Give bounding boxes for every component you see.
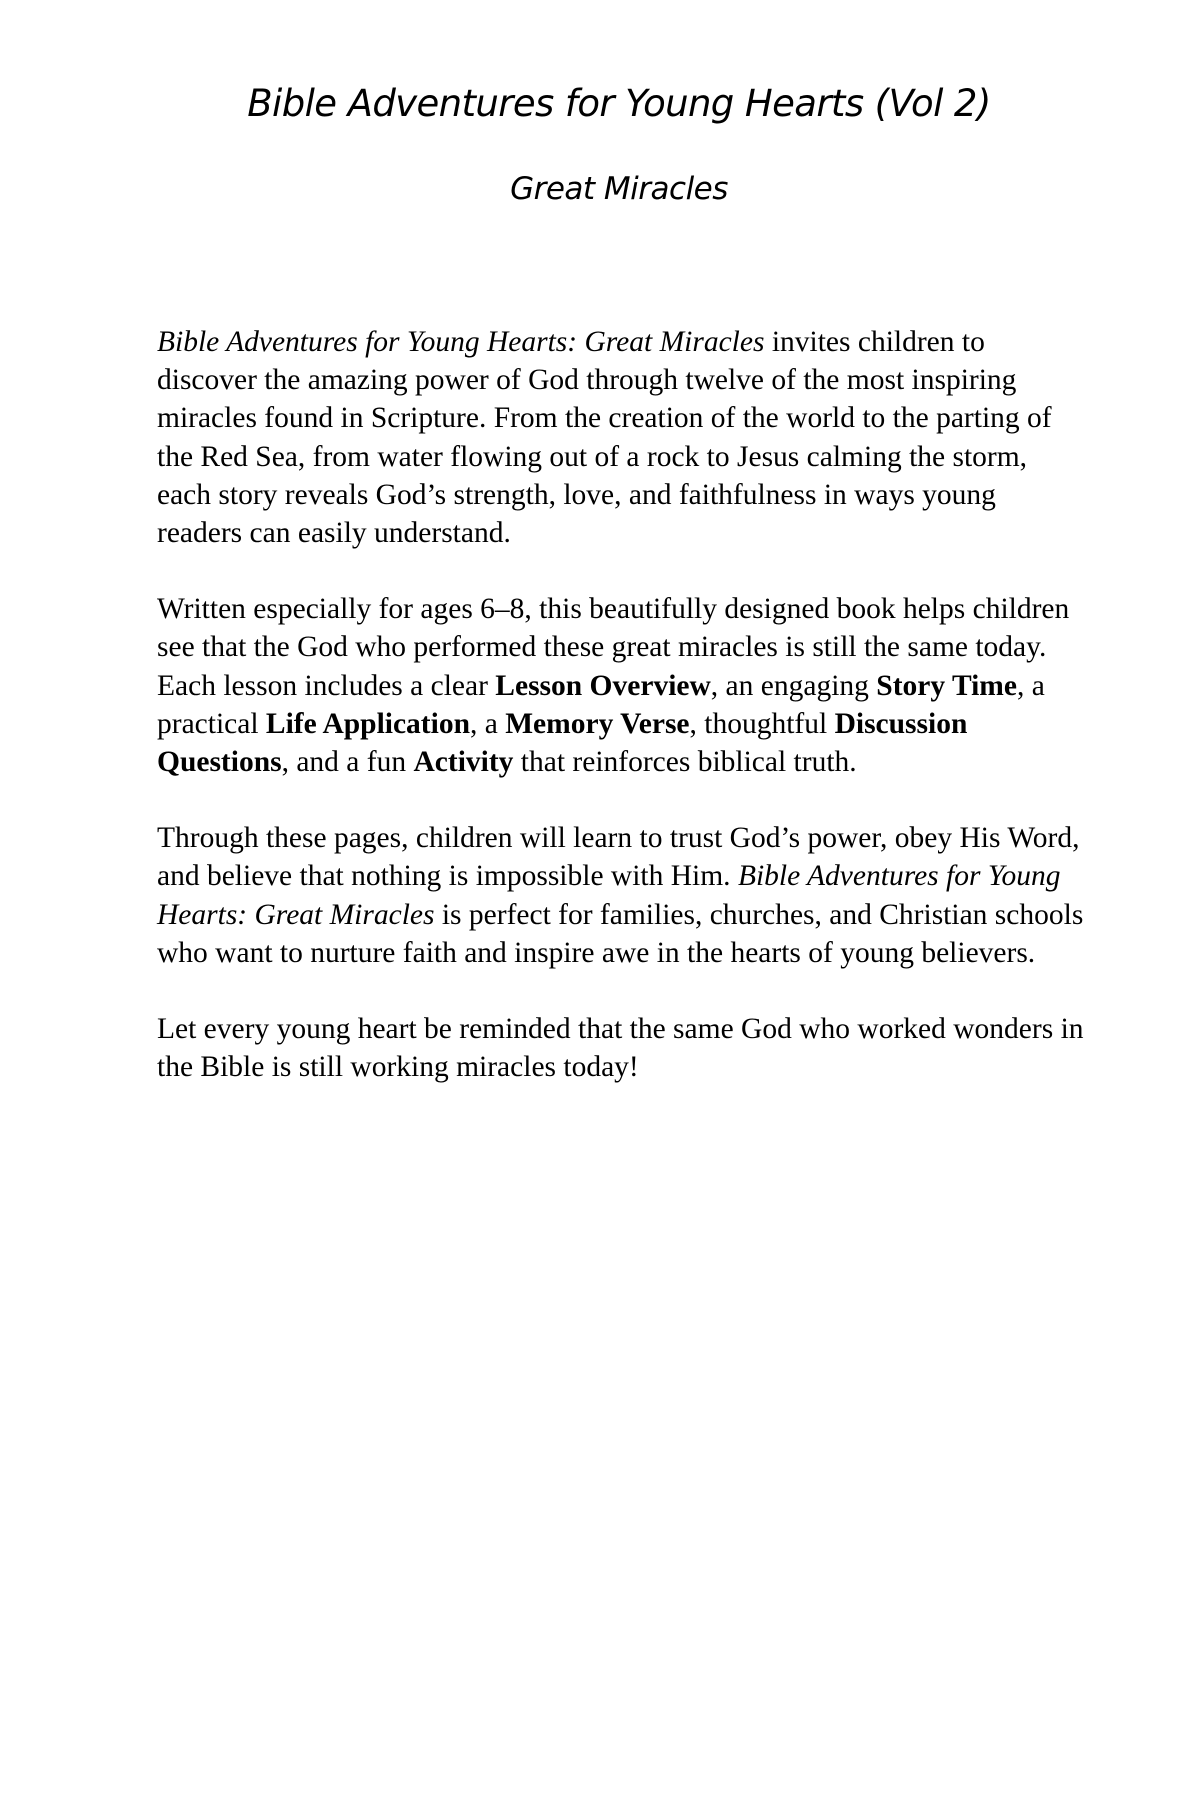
feature-lesson-overview: Lesson Overview [495, 669, 711, 702]
paragraph-closing [157, 1010, 1087, 1086]
feature-life-application: Life Application [265, 707, 470, 740]
feature-discussion-questions: Discussion Questions [157, 707, 968, 779]
paragraph-text: is perfect for families, churches, and Christian schools who want to nurture faith and inspire awe in the hearts of young believers. [157, 898, 1084, 969]
description-body [157, 323, 1087, 1124]
paragraph-audience [157, 819, 1087, 972]
feature-story-time: Story Time [876, 669, 1017, 702]
paragraph-intro [157, 323, 1087, 552]
paragraph-text: Let every young heart be reminded that the same God who worked wonders in the Bible is still working miracles today! [157, 1013, 1084, 1084]
paragraph-text: , an engaging [710, 669, 877, 702]
paragraph-text: , and a fun [281, 746, 414, 779]
paragraph-text: , a [470, 707, 506, 740]
document-subtitle: Great Miracles [510, 171, 728, 207]
book-title-reference: Bible Adventures for Young Hearts: Great Miracles [157, 860, 1061, 931]
paragraph-text: that reinforces biblical truth. [513, 746, 857, 779]
paragraph-text: , thoughtful [689, 707, 835, 740]
book-title-reference: Bible Adventures for Young Hearts: Great Miracles [157, 326, 765, 358]
feature-activity: Activity [413, 746, 514, 779]
paragraph-text: Written especially for ages 6–8, this beautifully designed book helps children see that the God who performed these great miracles is still the same today. Each lesson includes a clear [157, 593, 1070, 702]
feature-memory-verse: Memory Verse [505, 707, 690, 740]
paragraph-text: Through these pages, children will learn to trust God’s power, obey His Word, and believe that nothing is impossible with Him. [157, 822, 1080, 893]
paragraph-text: invites children to discover the amazing power of God through twelve of the most inspiring miracles found in Scripture. From the creation of the world to the parting of the Red Sea, from water flowing out of a rock to Jesus calming the storm, each story reveals God’s strength, love, and faithfulness in ways young readers can easily understand. [157, 326, 1052, 550]
document-title: Bible Adventures for Young Hearts (Vol 2) [247, 82, 991, 125]
paragraph-features [157, 590, 1087, 781]
paragraph-text: , a practical [157, 669, 1045, 740]
